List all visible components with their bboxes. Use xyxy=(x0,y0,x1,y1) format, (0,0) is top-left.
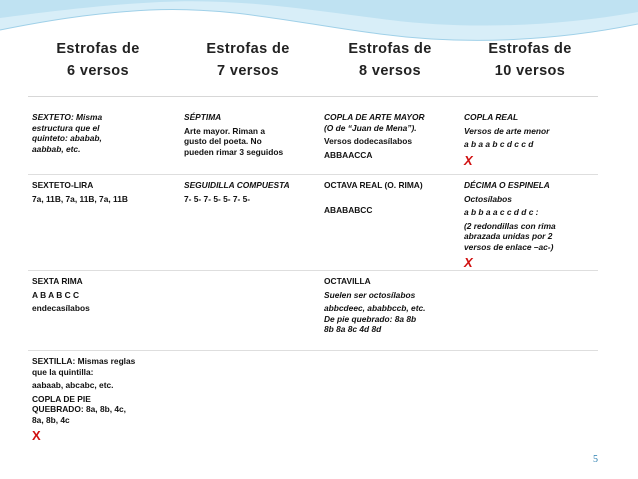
cross-mark: X xyxy=(464,152,473,168)
cell-octavilla: OCTAVILLA Suelen ser octosílabos abbcdeec, ababbccb, etc. De pie quebrado: 8a 8b 8b 8a 8c 4d 8d xyxy=(324,276,426,334)
header-col-8: Estrofas de 8 versos xyxy=(348,41,432,79)
cell-copla-real: COPLA REAL Versos de arte menor a b a a b c d c c d X xyxy=(464,112,598,168)
row-divider xyxy=(28,174,598,175)
header-col-10: Estrofas de 10 versos xyxy=(488,41,572,79)
row-divider xyxy=(28,270,598,271)
table-header xyxy=(28,38,598,96)
cross-mark: X xyxy=(32,428,41,443)
cell-copla-arte-mayor: COPLA DE ARTE MAYOR (O de “Juan de Mena”). Versos dodecasílabos ABBAACCA xyxy=(324,112,425,160)
row-divider xyxy=(28,350,598,351)
cell-octava-real: OCTAVA REAL (O. RIMA) ABABABCC xyxy=(324,180,423,215)
cell-septima: SÉPTIMA Arte mayor. Riman a gusto del poeta. No pueden rimar 3 seguidos xyxy=(184,112,284,157)
page-number: 5 xyxy=(593,454,598,465)
cell-sexteto-lira: SEXTETO-LIRA 7a, 11B, 7a, 11B, 7a, 11B xyxy=(32,180,128,204)
cell-sexta-rima: SEXTA RIMA A B A B C C endecasílabos xyxy=(32,276,90,313)
cell-decima: DÉCIMA O ESPINELA Octosílabos a b b a a c c d d c : (2 redondillas con rima abrazada unidas por 2 versos de enlace –ac-) X xyxy=(464,180,598,270)
cell-sextilla: SEXTILLA: Mismas reglas que la quintilla: aabaab, abcabc, etc. COPLA DE PIE QUEBRADO: 8a, 8b, 4c, 8a, 8b, 4c X xyxy=(32,356,170,443)
cell-seguidilla: SEGUIDILLA COMPUESTA 7- 5- 7- 5- 5- 7- 5- xyxy=(184,180,290,204)
header-divider xyxy=(28,96,598,97)
cell-sexteto: SEXTETO: Misma estructura que el quinteto: ababab, aabbab, etc. xyxy=(32,112,103,154)
cross-mark: X xyxy=(464,255,473,270)
header-col-7: Estrofas de 7 versos xyxy=(206,41,290,79)
stanza-table xyxy=(28,38,598,443)
header-col-6: Estrofas de 6 versos xyxy=(56,41,140,79)
